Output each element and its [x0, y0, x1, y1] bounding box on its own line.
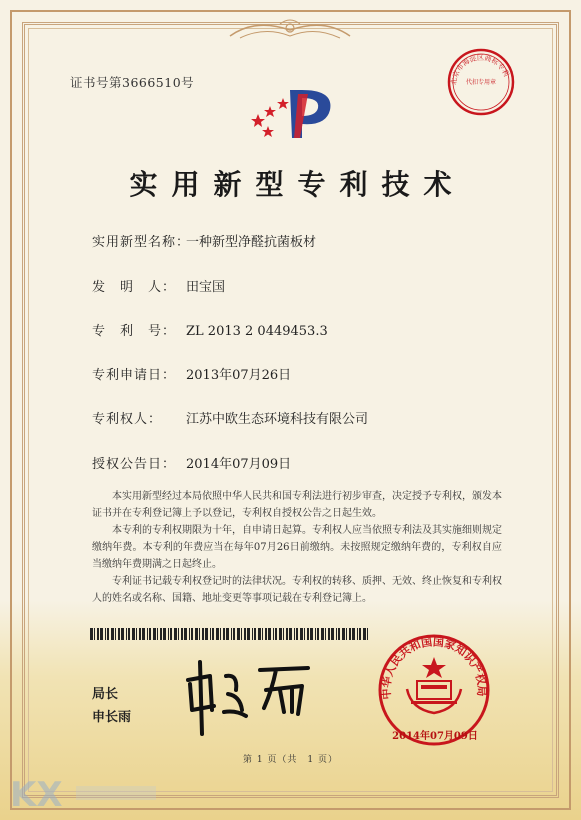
body-paragraph-3 [92, 573, 502, 607]
barcode-bar [310, 628, 313, 640]
paragraph-text: 本实用新型经过本局依照中华人民共和国专利法进行初步审查，决定授予专利权，颁发本证书并在专利登记簿上予以登记，专利权自授权公告之日起生效。 [92, 491, 502, 519]
barcode-bar [254, 628, 256, 640]
barcode-bar [223, 628, 225, 640]
barcode-bar [331, 628, 334, 640]
barcode-bar [191, 628, 193, 640]
barcode-bar [349, 628, 351, 640]
barcode-bar [189, 628, 190, 640]
barcode-bar [342, 628, 345, 640]
barcode-bar [202, 628, 204, 640]
paragraph-text: 专利证书记载专利权登记时的法律状况。专利权的转移、质押、无效、终止恢复和专利权人的姓名或名称、国籍、地址变更等事项记载在专利登记簿上。 [92, 576, 502, 604]
barcode-bar [107, 628, 109, 640]
barcode-bar [283, 628, 284, 640]
field-grant-date [92, 453, 291, 472]
barcode-bar [126, 628, 127, 640]
barcode-bar [128, 628, 130, 640]
barcode-bar [252, 628, 253, 640]
barcode-bar [118, 628, 120, 640]
svg-text:中华人民共和国国家知识产权局: 中华人民共和国国家知识产权局 [379, 635, 489, 701]
body-paragraph-2 [92, 522, 502, 573]
barcode-bar [265, 628, 267, 640]
barcode-bar [170, 628, 172, 640]
svg-text:代扣专用章: 代扣专用章 [465, 79, 497, 86]
body-paragraph-1 [92, 488, 502, 522]
field-value: 江苏中欧生态环境科技有限公司 [186, 412, 369, 427]
barcode-bar [273, 628, 274, 640]
barcode-bar [184, 628, 187, 640]
barcode-bar [275, 628, 277, 640]
barcode-bar [258, 628, 261, 640]
director-signature [180, 650, 320, 740]
seal-date: 2014年07月09日 [392, 731, 478, 742]
page-indicator: 第 1 页（共 1 页） [242, 755, 339, 765]
barcode [90, 628, 370, 640]
barcode-bar [121, 628, 124, 640]
barcode-bar [244, 628, 246, 640]
barcode-bar [178, 628, 179, 640]
barcode-bar [296, 628, 298, 640]
paragraph-text: 本专利的专利权期限为十年，自申请日起算。专利权人应当依照专利法及其实施细则规定缴纳年费。本专利的年费应当在每年07月26日前缴纳。未按照规定缴纳年费的，专利权自应当缴纳年费期满之日起终止。 [92, 525, 502, 570]
barcode-bar [315, 628, 316, 640]
barcode-bar [174, 628, 177, 640]
barcode-bar [216, 628, 219, 640]
barcode-bar [100, 628, 103, 640]
barcode-bar [237, 628, 240, 640]
barcode-bar [307, 628, 309, 640]
field-value: ZL 2013 2 0449453.3 [186, 324, 328, 339]
field-label: 授权公告日： [92, 457, 177, 472]
barcode-bar [317, 628, 319, 640]
field-value: 2014年07月09日 [186, 457, 292, 472]
barcode-bar [262, 628, 263, 640]
barcode-bar [247, 628, 250, 640]
barcode-bar [321, 628, 324, 640]
barcode-bar [90, 628, 93, 640]
barcode-bar [115, 628, 116, 640]
barcode-bar [111, 628, 114, 640]
field-utility-model-name [92, 231, 316, 250]
field-value: 一种新型净醛抗菌板材 [186, 235, 317, 250]
certificate-title: 实用新型专利技术 [129, 168, 466, 201]
barcode-bar [336, 628, 337, 640]
field-application-date [92, 364, 291, 383]
agent-seal-stamp [446, 47, 516, 117]
barcode-bar [268, 628, 271, 640]
field-label: 专 利 号： [92, 324, 177, 339]
barcode-bar [139, 628, 141, 640]
barcode-bar [289, 628, 292, 640]
director-title: 局长 [92, 687, 119, 702]
barcode-bar [97, 628, 99, 640]
barcode-bar [212, 628, 214, 640]
barcode-bar [286, 628, 288, 640]
barcode-bar [233, 628, 235, 640]
barcode-bar [147, 628, 148, 640]
field-value: 2013年07月26日 [186, 368, 292, 383]
field-label: 专利申请日： [92, 368, 177, 383]
barcode-bar [205, 628, 208, 640]
barcode-bar [279, 628, 282, 640]
barcode-bar [241, 628, 242, 640]
field-patentee [92, 408, 368, 427]
barcode-bar [136, 628, 137, 640]
barcode-bar [220, 628, 221, 640]
barcode-bar [357, 628, 358, 640]
barcode-bar [346, 628, 347, 640]
barcode-bar [163, 628, 166, 640]
top-ornament [220, 16, 360, 44]
svg-text:北京市海淀区商标专利: 北京市海淀区商标专利 [449, 53, 511, 86]
director-name: 申长雨 [92, 710, 132, 725]
barcode-bar [304, 628, 305, 640]
barcode-bar [153, 628, 156, 640]
barcode-bar [195, 628, 198, 640]
barcode-bar [181, 628, 183, 640]
barcode-bar [300, 628, 303, 640]
barcode-bar [105, 628, 106, 640]
field-label: 专利权人： [92, 412, 163, 427]
barcode-bar [352, 628, 355, 640]
barcode-bar [367, 628, 368, 640]
watermark-logo [6, 772, 166, 814]
field-inventor [92, 276, 225, 295]
barcode-bar [231, 628, 232, 640]
barcode-bar [359, 628, 361, 640]
barcode-bar [142, 628, 145, 640]
barcode-bar [199, 628, 200, 640]
watermark-text: KX [10, 775, 63, 814]
field-label: 发 明 人： [92, 280, 177, 295]
certificate-number: 证书号第3666510号 [70, 75, 195, 90]
barcode-bar [168, 628, 169, 640]
barcode-bar [363, 628, 366, 640]
barcode-bar [338, 628, 340, 640]
field-value: 田宝国 [186, 280, 226, 295]
barcode-bar [294, 628, 295, 640]
patent-office-logo [250, 80, 342, 142]
barcode-bar [132, 628, 135, 640]
barcode-bar [325, 628, 326, 640]
barcode-bar [149, 628, 151, 640]
barcode-bar [226, 628, 229, 640]
barcode-bar [94, 628, 95, 640]
barcode-bar [210, 628, 211, 640]
field-patent-number [92, 320, 328, 339]
barcode-bar [328, 628, 330, 640]
barcode-bar [160, 628, 162, 640]
field-label: 实用新型名称： [92, 235, 191, 250]
barcode-bar [157, 628, 158, 640]
